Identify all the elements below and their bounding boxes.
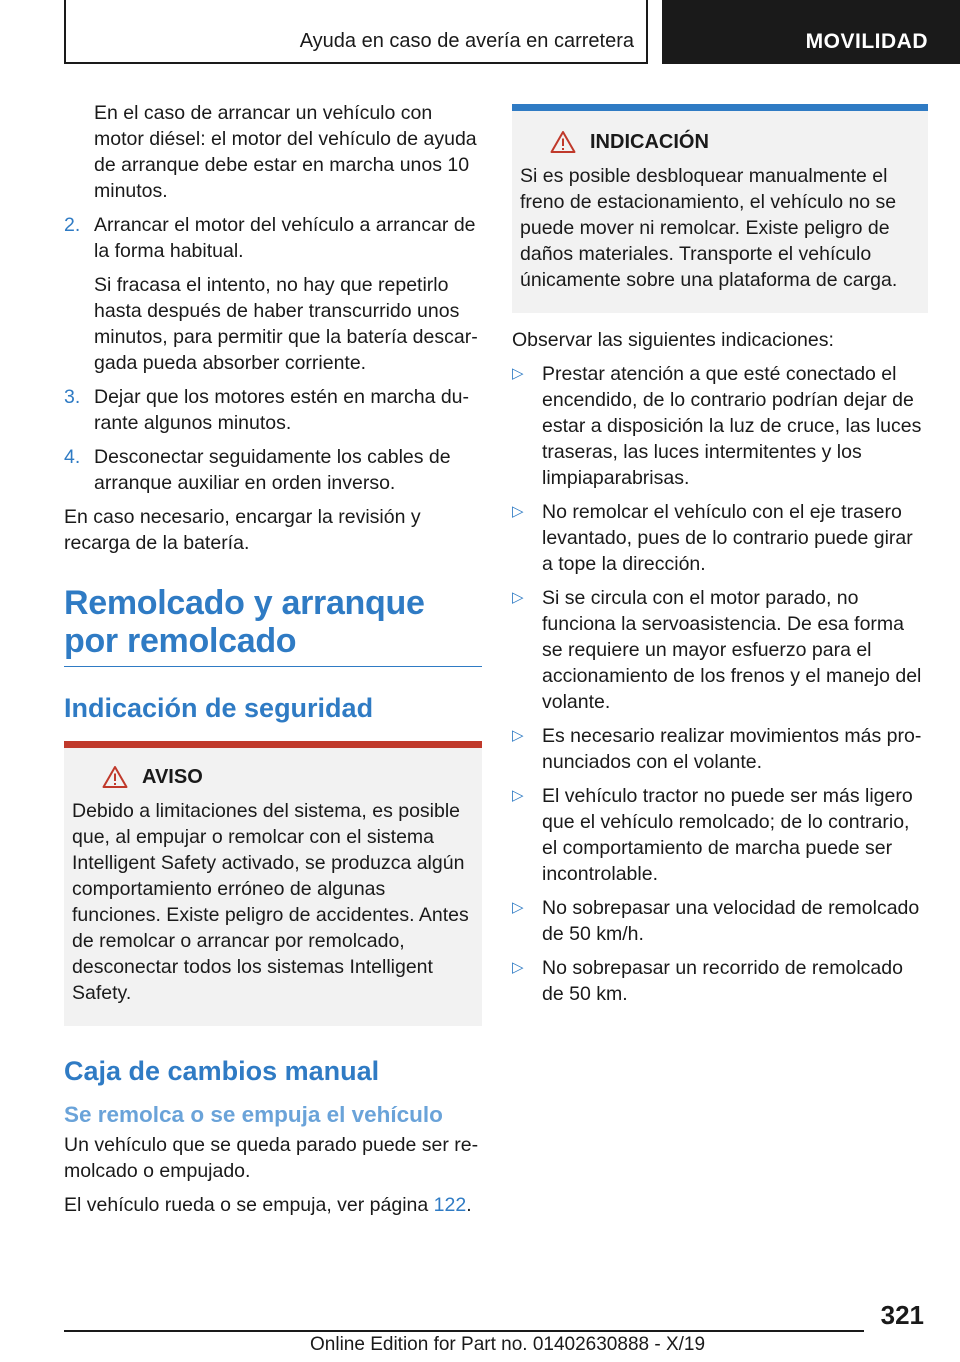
heading-push: Se remolca o se empuja el vehículo — [64, 1102, 443, 1127]
bullet-triangle-icon: ▷ — [512, 503, 524, 520]
list-item-text: Prestar atención a que esté conectado el encendido, de lo contrario podrían dejar de estar a disposición la luz de cruce, las luces traseras, las luces intermitentes y los limpiaparabrisas. — [542, 363, 922, 489]
header-chapter-box — [64, 0, 648, 64]
warning-text: Debido a limitaciones del sistema, es posible que, al empujar o remolcar con el sistema Intelligent Safety activado, se produzca algún comportamiento erróneo de algunas funciones. Existe peligro de accidentes. Antes de remolcar o arrancar por remolcado, desconectar todos los sistemas Intelligent Safety. — [72, 800, 469, 1004]
heading-towing: Remolcado y arranque por remolcado — [64, 584, 482, 667]
step-number: 2. — [64, 214, 81, 236]
bullet-triangle-icon: ▷ — [512, 899, 524, 916]
step-number: 3. — [64, 386, 81, 408]
heading-manual-gearbox: Caja de cambios manual — [64, 1056, 380, 1086]
list-item-text: No sobrepasar un recorrido de remolcado de 50 km. — [542, 957, 903, 1005]
warning-triangle-icon — [550, 130, 576, 154]
list-item — [512, 723, 928, 775]
step-text: Desconectar seguidamente los cables de arranque auxiliar en orden inverso. — [94, 446, 451, 494]
closing-paragraph: En caso necesario, encargar la revisión y recarga de la batería. — [64, 506, 421, 554]
list-item-text: Si se circula con el motor parado, no funciona la servoasistencia. De esa forma se requiere un mayor esfuerzo para el accionamiento de los frenos y el manejo del volante. — [542, 587, 922, 713]
left-column — [64, 100, 482, 1226]
chapter-title: Ayuda en caso de avería en carretera — [299, 30, 634, 52]
list-item — [512, 783, 928, 887]
list-item — [512, 895, 928, 947]
step-4 — [64, 444, 482, 496]
list-item — [512, 585, 928, 715]
bullet-triangle-icon: ▷ — [512, 589, 524, 606]
diesel-paragraph: En el caso de arrancar un vehículo con motor diésel: el motor del vehículo de ayuda de arranque debe estar en marcha unos 10 minutos. — [94, 102, 477, 202]
step-3 — [64, 384, 482, 436]
note-title: INDICACIÓN — [590, 131, 709, 153]
reference-end: . — [466, 1194, 472, 1216]
footer-divider — [64, 1330, 864, 1332]
page-number: 321 — [880, 1300, 924, 1330]
list-item — [512, 499, 928, 577]
right-column — [512, 104, 928, 1015]
step-2-extra: Si fracasa el intento, no hay que repetirlo hasta después de haber transcurrido unos minutos, para permitir que la batería descargada pueda absorber corriente. — [94, 274, 478, 374]
observe-paragraph: Observar las siguientes indicaciones: — [512, 329, 834, 351]
list-item-text: No remolcar el vehículo con el eje trasero levantado, pues de lo contrario puede girar a tope la dirección. — [542, 501, 913, 575]
warning-head — [102, 764, 474, 790]
bullet-triangle-icon: ▷ — [512, 787, 524, 804]
list-item-text: Es necesario realizar movimientos más pronunciados con el volante. — [542, 725, 922, 773]
warning-triangle-icon — [102, 765, 128, 789]
list-item-text: El vehículo tractor no puede ser más ligero que el vehículo remolcado; de lo contrario, el comportamiento de marcha puede ser incontrolable. — [542, 785, 913, 885]
step-2 — [64, 212, 482, 264]
list-item — [512, 955, 928, 1007]
warning-title: AVISO — [142, 766, 203, 788]
push-paragraph: Un vehículo que se queda parado puede ser remolcado o empujado. — [64, 1134, 479, 1182]
step-text: Arrancar el motor del vehículo a arrancar de la forma habitual. — [94, 214, 476, 262]
section-label: MOVILIDAD — [805, 30, 928, 53]
list-item — [512, 361, 928, 491]
step-text: Dejar que los motores estén en marcha durante algunos minutos. — [94, 386, 470, 434]
bullet-triangle-icon: ▷ — [512, 727, 524, 744]
edition-note: Online Edition for Part no. 01402630888 - X/19 — [310, 1334, 706, 1355]
note-head — [550, 129, 920, 155]
reference-text: El vehículo rueda o se empuja, ver página — [64, 1194, 429, 1216]
step-number: 4. — [64, 446, 81, 468]
warning-box — [64, 741, 482, 1026]
bullet-triangle-icon: ▷ — [512, 959, 524, 976]
reference-paragraph — [64, 1192, 482, 1218]
header-section-box — [662, 0, 960, 64]
page-reference-link[interactable]: 122 — [433, 1194, 467, 1216]
note-text: Si es posible desbloquear manualmente el freno de estacionamiento, el vehículo no se puede mover ni remolcar. Existe peligro de daños materiales. Transporte el vehículo únicamente sobre una plataforma de carga. — [520, 165, 898, 291]
note-box — [512, 104, 928, 313]
list-item-text: No sobrepasar una velocidad de remolcado de 50 km/h. — [542, 897, 920, 945]
bullet-triangle-icon: ▷ — [512, 365, 524, 382]
heading-safety: Indicación de seguridad — [64, 693, 374, 723]
